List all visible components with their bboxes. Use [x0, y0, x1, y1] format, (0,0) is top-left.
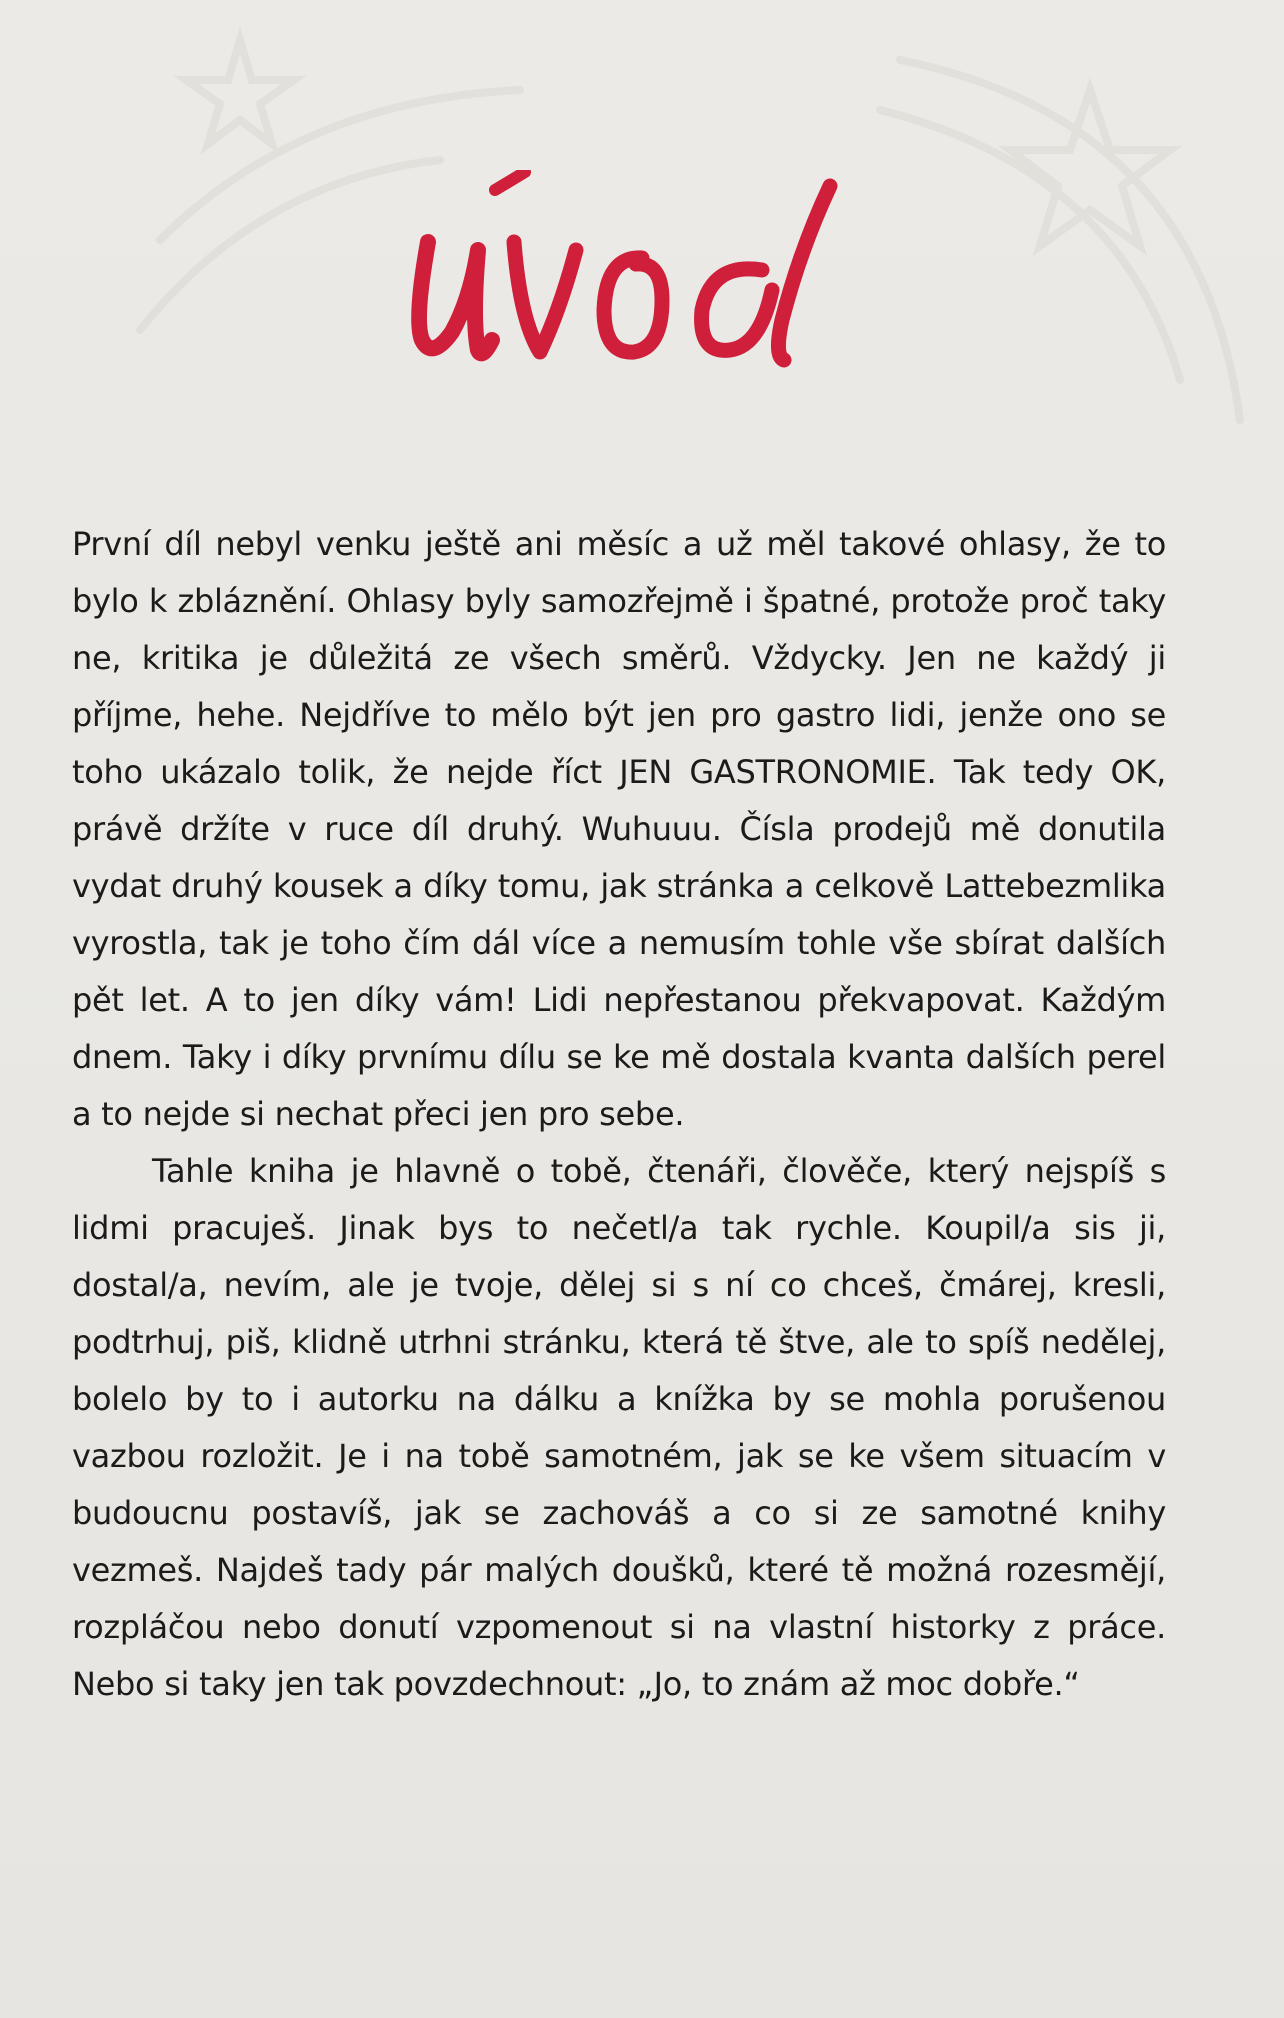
paragraph-1: První díl nebyl venku ještě ani měsíc a už měl takové ohlasy, že to bylo k zbláznění. Ohlasy byly samozřejmě i špatné, protože proč taky ne, kritika je důležitá ze všech směrů. Vždycky. Jen ne každý ji příjme, hehe. Nejdříve to mělo být jen pro gastro lidi, jenže ono se toho ukázalo tolik, že nejde říct JEN GASTRONOMIE. Tak tedy OK, právě držíte v ruce díl druhý. Wuhuuu. Čísla prodejů mě donutila vydat druhý kousek a díky tomu, jak stránka a celkově Lattebezmlika vyrostla, tak je toho čím dál více a nemusím tohle vše sbírat dalších pět let. A to jen díky vám! Lidi nepřestanou překvapovat. Každým dnem. Taky i díky prvnímu dílu se ke mě dostala kvanta dalších perel a to nejde si nechat přeci jen pro sebe. [72, 525, 1166, 1133]
paragraph-2: Tahle kniha je hlavně o tobě, čtenáři, člověče, který nejspíš s lidmi pracuješ. Jinak bys to nečetl/a tak rychle. Koupil/a sis ji, dostal/a, nevím, ale je tvoje, dělej si s ní co chceš, čmárej, kresli, podtrhuj, piš, klidně utrhni stránku, která tě štve, ale to spíš nedělej, bolelo by to i autorku na dálku a knížka by se mohla porušenou vazbou rozložit. Je i na tobě samotném, jak se ke všem situacím v budoucnu postavíš, jak se zachováš a co si ze samotné knihy vezmeš. Najdeš tady pár malých doušků, které tě možná rozesmějí, rozpláčou nebo donutí vzpomenout si na vlastní historky z práce. Nebo si taky jen tak povzdechnout: „Jo, to znám až moc dobře.“ [72, 1152, 1166, 1703]
chapter-title [400, 170, 860, 390]
handwritten-title-lettering [400, 170, 860, 390]
intro-text [72, 516, 1166, 1713]
